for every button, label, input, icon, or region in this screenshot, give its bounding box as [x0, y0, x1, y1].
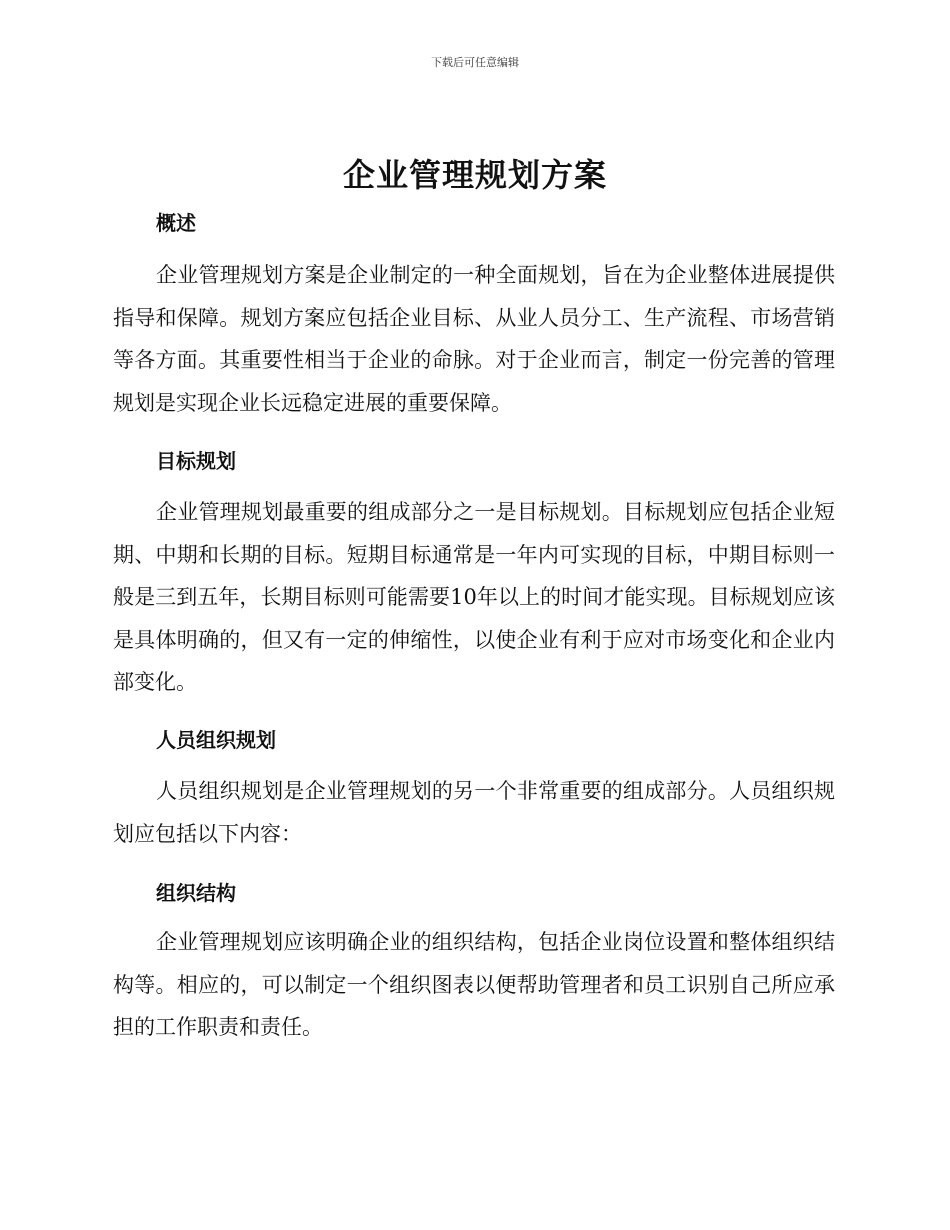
section-heading-personnel-planning: 人员组织规划: [156, 728, 276, 752]
document-title: 企业管理规划方案: [342, 156, 607, 194]
section-heading-goal-planning: 目标规划: [156, 449, 236, 473]
section-heading-org-structure: 组织结构: [156, 881, 236, 905]
section-heading-overview: 概述: [156, 211, 196, 235]
section-paragraph-goal-planning: 企业管理规划最重要的组成部分之一是目标规划。目标规划应包括企业短期、中期和长期的目标。短期目标通常是一年内可实现的目标，中期目标则一般是三到五年，长期目标则可能需要10年以上的时间才能实现。目标规划应该是具体明确的，但又有一定的伸缩性，以使企业有利于应对市场变化和企业内部变化。: [113, 500, 835, 694]
section-paragraph-personnel-planning: 人员组织规划是企业管理规划的另一个非常重要的组成部分。人员组织规划应包括以下内容：: [113, 779, 835, 846]
section-paragraph-org-structure: 企业管理规划应该明确企业的组织结构，包括企业岗位设置和整体组织结构等。相应的，可以制定一个组织图表以便帮助管理者和员工识别自己所应承担的工作职责和责任。: [113, 930, 835, 1039]
page-header-note: 下载后可任意编辑: [431, 56, 519, 69]
section-paragraph-overview: 企业管理规划方案是企业制定的一种全面规划，旨在为企业整体进展提供指导和保障。规划方案应包括企业目标、从业人员分工、生产流程、市场营销等各方面。其重要性相当于企业的命脉。对于企业而言，制定一份完善的管理规划是实现企业长远稳定进展的重要保障。: [113, 263, 835, 415]
